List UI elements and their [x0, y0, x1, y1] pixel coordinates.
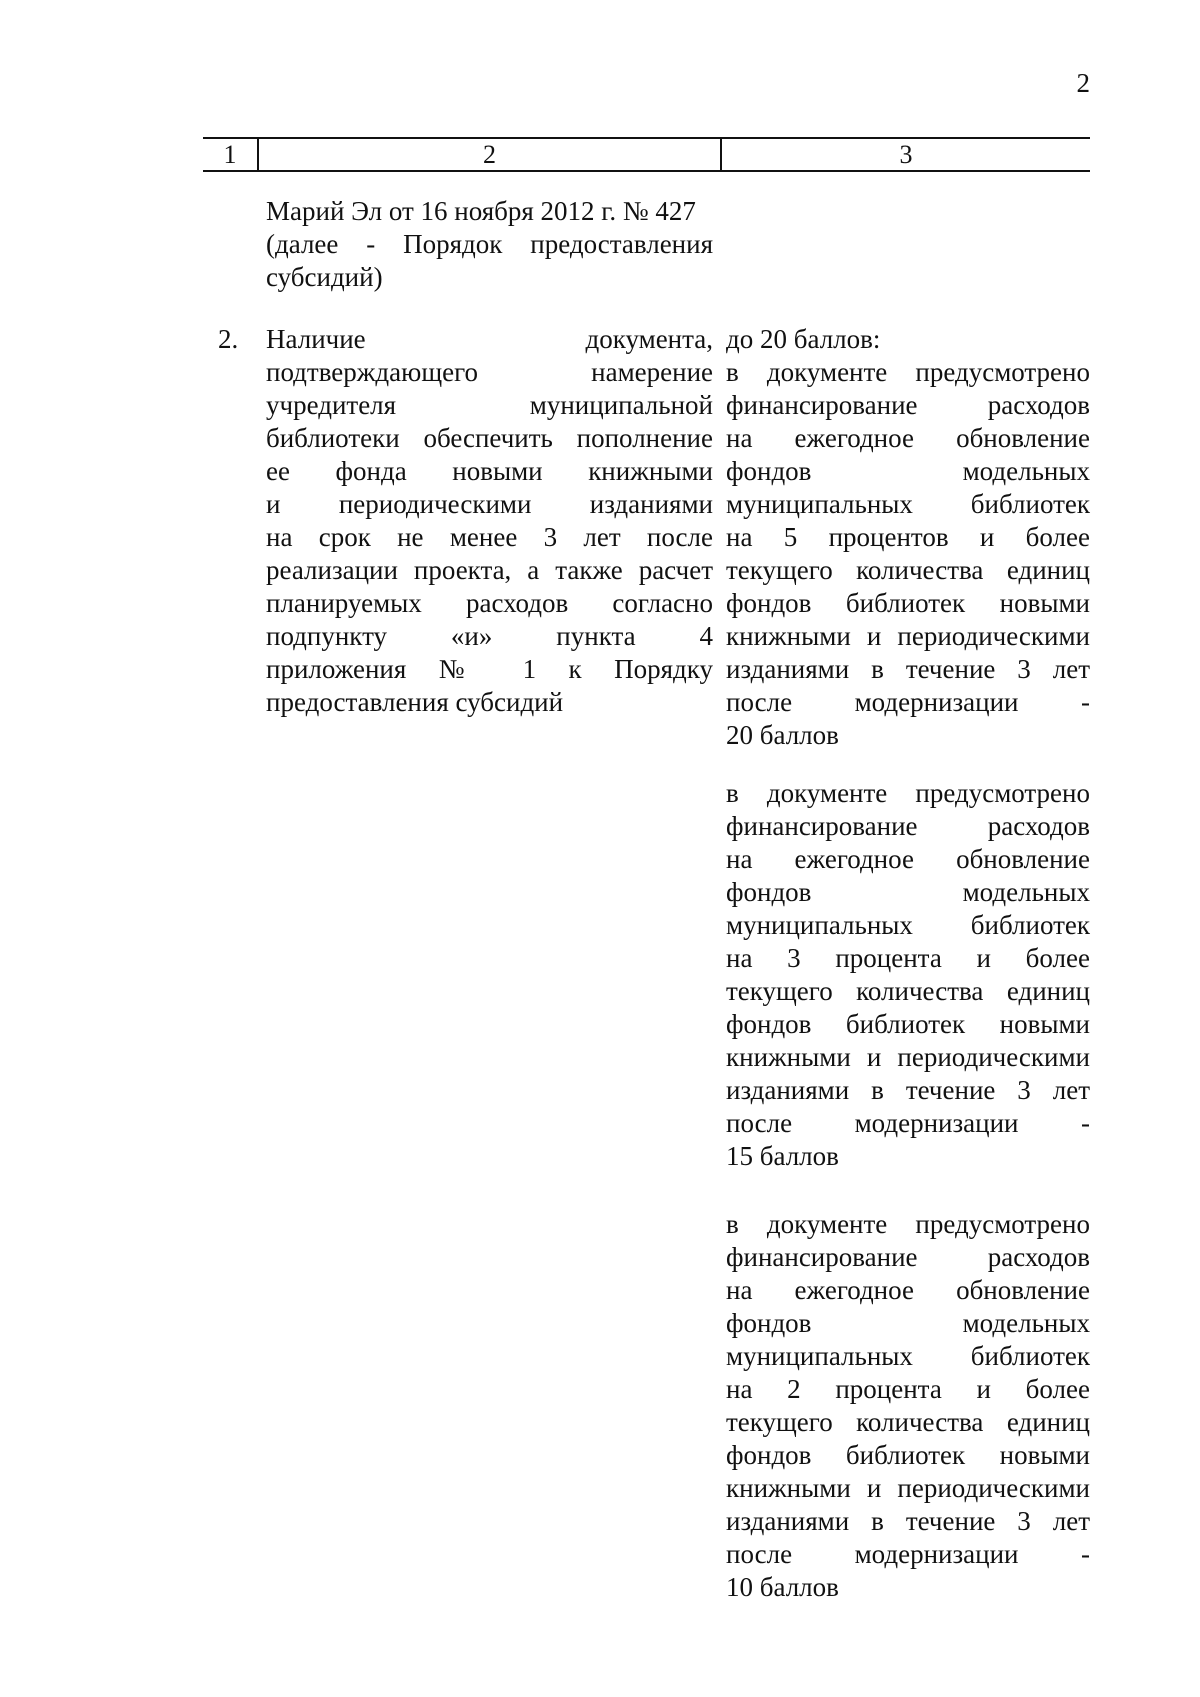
score-line: финансирование расходов	[726, 1242, 1090, 1272]
score-block-10	[726, 1208, 1090, 1604]
score-line: на 2 процента и более	[726, 1374, 1090, 1404]
score-line: в документе предусмотрено	[726, 1209, 1090, 1239]
score-line: изданиями в течение 3 лет	[726, 1075, 1090, 1105]
score-line: после модернизации -	[726, 687, 1090, 717]
criterion-text	[266, 323, 713, 719]
score-line: фондов библиотек новыми	[726, 588, 1090, 618]
table-header-col2: 2	[483, 140, 496, 169]
score-line: текущего количества единиц	[726, 555, 1090, 585]
criterion-line: Наличие документа,	[266, 324, 713, 354]
score-line: изданиями в течение 3 лет	[726, 1506, 1090, 1536]
score-line: после модернизации -	[726, 1539, 1090, 1569]
score-line: в документе предусмотрено	[726, 357, 1090, 387]
criterion-line: планируемых расходов согласно	[266, 588, 713, 618]
score-line: книжными и периодическими	[726, 621, 1090, 651]
criterion-line: предоставления субсидий	[266, 687, 564, 717]
continuation-line: Марий Эл от 16 ноября 2012 г. № 427	[266, 196, 696, 226]
criterion-line: учредителя муниципальной	[266, 390, 713, 420]
score-line: фондов модельных	[726, 1308, 1090, 1338]
score-block-15	[726, 777, 1090, 1173]
score-line: на ежегодное обновление	[726, 844, 1090, 874]
score-line: книжными и периодическими	[726, 1473, 1090, 1503]
criterion-line: подпункту «и» пункта 4	[266, 621, 713, 651]
table-header-top-rule	[203, 137, 1090, 139]
score-line: фондов библиотек новыми	[726, 1009, 1090, 1039]
criterion-line: реализации проекта, а также расчет	[266, 555, 713, 585]
score-line: 10 баллов	[726, 1572, 839, 1602]
score-line: на ежегодное обновление	[726, 423, 1090, 453]
table-header-col1: 1	[223, 140, 237, 169]
score-header: до 20 баллов:	[726, 324, 881, 354]
continuation-line: (далее - Порядок предоставления	[266, 229, 713, 259]
criterion-line: подтверждающего намерение	[266, 357, 713, 387]
score-line: на ежегодное обновление	[726, 1275, 1090, 1305]
criterion-line: и периодическими изданиями	[266, 489, 713, 519]
criterion-line: на срок не менее 3 лет после	[266, 522, 713, 552]
score-line: финансирование расходов	[726, 390, 1090, 420]
criterion-line: библиотеки обеспечить пополнение	[266, 423, 713, 453]
criterion-line: приложения № 1 к Порядку	[266, 654, 713, 684]
score-line: текущего количества единиц	[726, 1407, 1090, 1437]
score-line: на 3 процента и более	[726, 943, 1090, 973]
score-line: муниципальных библиотек	[726, 910, 1090, 940]
score-line: книжными и периодическими	[726, 1042, 1090, 1072]
score-line: на 5 процентов и более	[726, 522, 1090, 552]
page-number: 2	[1076, 68, 1090, 98]
continuation-text	[266, 195, 713, 294]
table-header-bottom-rule	[203, 170, 1090, 172]
score-line: финансирование расходов	[726, 811, 1090, 841]
row-number: 2.	[218, 324, 239, 354]
score-line: изданиями в течение 3 лет	[726, 654, 1090, 684]
table-header-col3: 3	[899, 140, 913, 169]
score-line: муниципальных библиотек	[726, 489, 1090, 519]
score-line: текущего количества единиц	[726, 976, 1090, 1006]
score-line: 15 баллов	[726, 1141, 839, 1171]
criterion-line: ее фонда новыми книжными	[266, 456, 713, 486]
score-line: в документе предусмотрено	[726, 778, 1090, 808]
continuation-line: субсидий)	[266, 262, 383, 292]
score-line: 20 баллов	[726, 720, 839, 750]
score-line: фондов библиотек новыми	[726, 1440, 1090, 1470]
score-line: муниципальных библиотек	[726, 1341, 1090, 1371]
score-block-20	[726, 356, 1090, 752]
score-line: фондов модельных	[726, 877, 1090, 907]
score-line: после модернизации -	[726, 1108, 1090, 1138]
score-line: фондов модельных	[726, 456, 1090, 486]
